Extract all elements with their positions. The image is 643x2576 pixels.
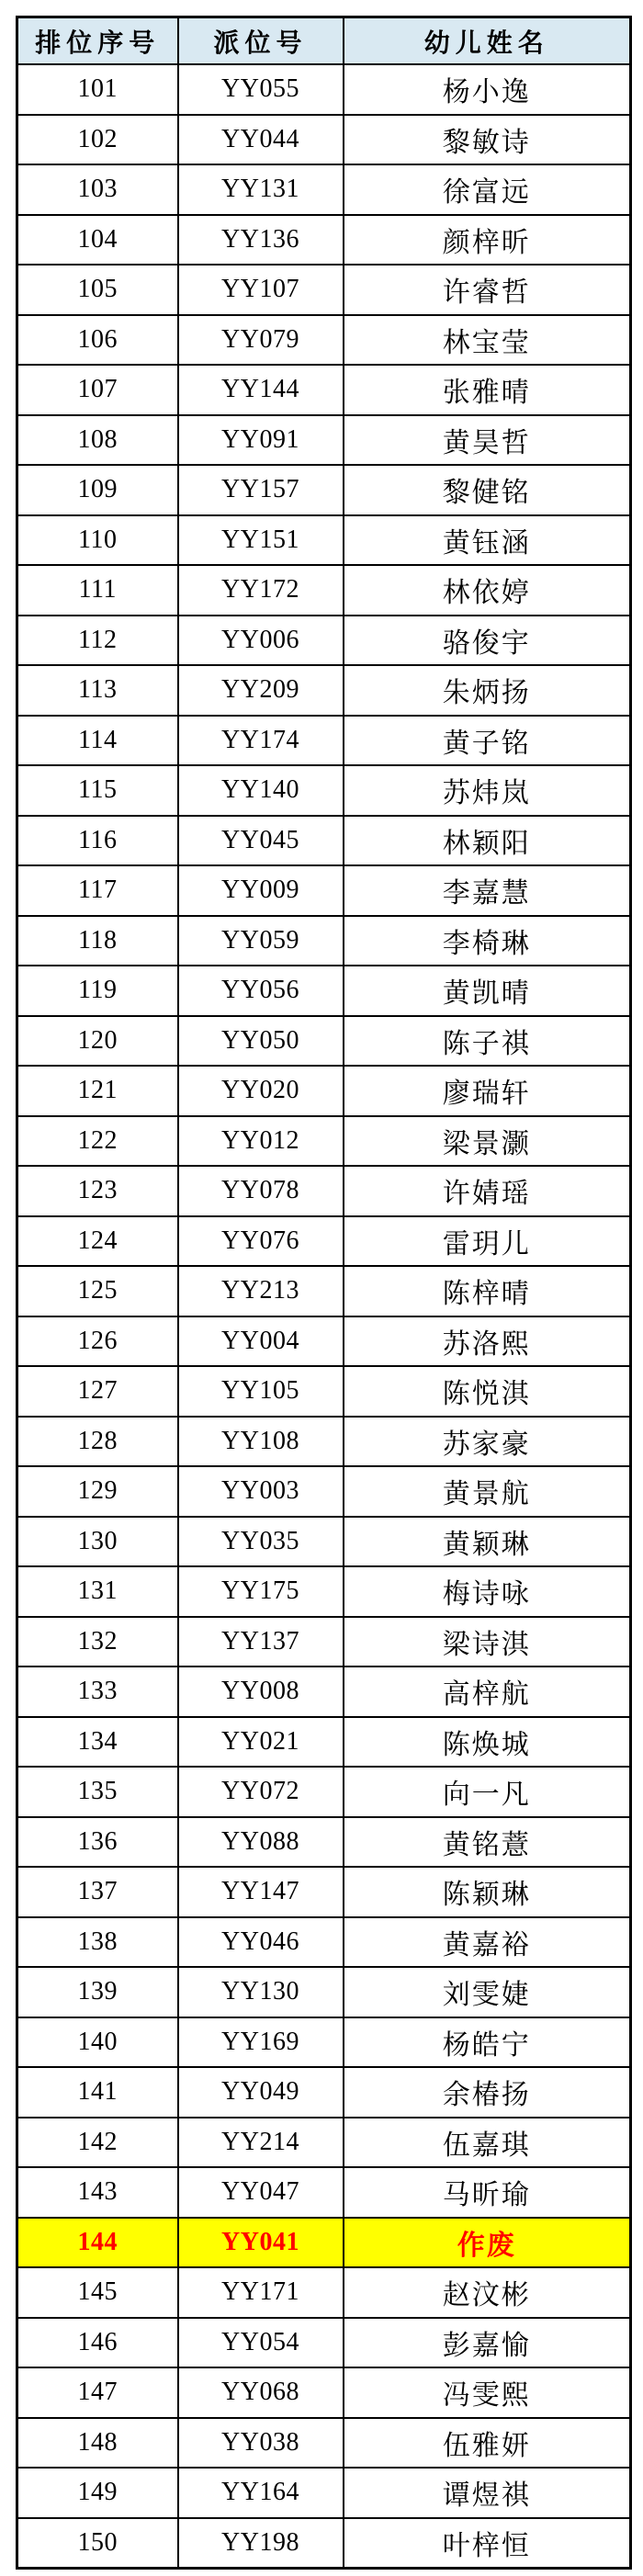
name-cell: 向一凡 <box>344 1767 631 1817</box>
rank-cell: 127 <box>17 1366 178 1417</box>
rank-cell: 143 <box>17 2167 178 2218</box>
code-cell: YY068 <box>178 2367 344 2418</box>
code-cell: YY108 <box>178 1417 344 1467</box>
rank-cell: 148 <box>17 2418 178 2469</box>
rank-cell: 140 <box>17 2017 178 2068</box>
header-row <box>17 17 631 65</box>
table-row <box>17 265 631 315</box>
table-row <box>17 2367 631 2418</box>
table-row <box>17 1817 631 1868</box>
code-cell: YY079 <box>178 315 344 366</box>
code-cell: YY214 <box>178 2118 344 2168</box>
rank-cell: 129 <box>17 1466 178 1517</box>
code-cell: YY209 <box>178 665 344 716</box>
table-row <box>17 215 631 266</box>
rank-cell: 136 <box>17 1817 178 1868</box>
table-row <box>17 1116 631 1167</box>
rank-cell: 113 <box>17 665 178 716</box>
table-row <box>17 1666 631 1717</box>
table-row <box>17 2518 631 2569</box>
code-cell: YY047 <box>178 2167 344 2218</box>
table-row <box>17 2218 631 2268</box>
table-row <box>17 765 631 816</box>
code-cell: YY003 <box>178 1466 344 1517</box>
name-cell: 赵汶彬 <box>344 2267 631 2318</box>
rank-cell: 146 <box>17 2318 178 2368</box>
rank-cell: 102 <box>17 115 178 165</box>
code-cell: YY045 <box>178 816 344 866</box>
header-rank: 排位序号 <box>17 17 178 65</box>
code-cell: YY136 <box>178 215 344 266</box>
rank-cell: 105 <box>17 265 178 315</box>
name-cell: 陈焕城 <box>344 1717 631 1768</box>
rank-cell: 110 <box>17 515 178 566</box>
rank-cell: 104 <box>17 215 178 266</box>
name-cell: 冯雯熙 <box>344 2367 631 2418</box>
name-cell: 陈子祺 <box>344 1016 631 1067</box>
rank-cell: 124 <box>17 1216 178 1267</box>
name-cell: 梁景灏 <box>344 1116 631 1167</box>
code-cell: YY105 <box>178 1366 344 1417</box>
name-cell: 廖瑞轩 <box>344 1066 631 1116</box>
table-body <box>17 64 631 2569</box>
rank-cell: 128 <box>17 1417 178 1467</box>
name-cell: 彭嘉愉 <box>344 2318 631 2368</box>
table-row <box>17 1617 631 1667</box>
name-cell: 作废 <box>344 2218 631 2268</box>
table-row <box>17 716 631 766</box>
rank-cell: 103 <box>17 164 178 215</box>
code-cell: YY076 <box>178 1216 344 1267</box>
name-cell: 黎健铭 <box>344 465 631 515</box>
rank-cell: 149 <box>17 2468 178 2518</box>
name-cell: 黄钰涵 <box>344 515 631 566</box>
rank-cell: 130 <box>17 1517 178 1567</box>
name-cell: 雷玥儿 <box>344 1216 631 1267</box>
code-cell: YY009 <box>178 865 344 916</box>
table-row <box>17 1767 631 1817</box>
name-cell: 黄景航 <box>344 1466 631 1517</box>
code-cell: YY072 <box>178 1767 344 1817</box>
rank-cell: 112 <box>17 616 178 666</box>
code-cell: YY175 <box>178 1566 344 1617</box>
code-cell: YY038 <box>178 2418 344 2469</box>
name-cell: 黄颖琳 <box>344 1517 631 1567</box>
table-row <box>17 315 631 366</box>
rank-cell: 134 <box>17 1717 178 1768</box>
rank-cell: 132 <box>17 1617 178 1667</box>
name-cell: 林宝莹 <box>344 315 631 366</box>
table-row <box>17 1967 631 2017</box>
rank-cell: 109 <box>17 465 178 515</box>
name-cell: 陈梓晴 <box>344 1266 631 1316</box>
code-cell: YY137 <box>178 1617 344 1667</box>
table-row <box>17 1316 631 1367</box>
name-cell: 黄子铭 <box>344 716 631 766</box>
rank-cell: 147 <box>17 2367 178 2418</box>
code-cell: YY046 <box>178 1917 344 1968</box>
code-cell: YY035 <box>178 1517 344 1567</box>
name-cell: 马昕瑜 <box>344 2167 631 2218</box>
table-row <box>17 865 631 916</box>
name-cell: 张雅晴 <box>344 365 631 415</box>
name-cell: 谭煜祺 <box>344 2468 631 2518</box>
name-cell: 许婧瑶 <box>344 1166 631 1216</box>
code-cell: YY198 <box>178 2518 344 2569</box>
name-cell: 黄凯晴 <box>344 966 631 1016</box>
rank-cell: 131 <box>17 1566 178 1617</box>
table-row <box>17 1166 631 1216</box>
code-cell: YY056 <box>178 966 344 1016</box>
code-cell: YY059 <box>178 916 344 966</box>
rank-cell: 107 <box>17 365 178 415</box>
rank-cell: 144 <box>17 2218 178 2268</box>
table-row <box>17 916 631 966</box>
placement-table <box>16 16 632 2570</box>
table-row <box>17 1366 631 1417</box>
code-cell: YY021 <box>178 1717 344 1768</box>
name-cell: 叶梓恒 <box>344 2518 631 2569</box>
code-cell: YY088 <box>178 1817 344 1868</box>
code-cell: YY147 <box>178 1867 344 1917</box>
name-cell: 黄嘉裕 <box>344 1917 631 1968</box>
rank-cell: 106 <box>17 315 178 366</box>
code-cell: YY130 <box>178 1967 344 2017</box>
name-cell: 黎敏诗 <box>344 115 631 165</box>
table-row <box>17 465 631 515</box>
name-cell: 杨皓宁 <box>344 2017 631 2068</box>
code-cell: YY169 <box>178 2017 344 2068</box>
table-row <box>17 966 631 1016</box>
code-cell: YY171 <box>178 2267 344 2318</box>
rank-cell: 133 <box>17 1666 178 1717</box>
rank-cell: 126 <box>17 1316 178 1367</box>
name-cell: 梁诗淇 <box>344 1617 631 1667</box>
rank-cell: 125 <box>17 1266 178 1316</box>
table-row <box>17 64 631 115</box>
table-row <box>17 515 631 566</box>
name-cell: 梅诗咏 <box>344 1566 631 1617</box>
code-cell: YY164 <box>178 2468 344 2518</box>
code-cell: YY140 <box>178 765 344 816</box>
code-cell: YY157 <box>178 465 344 515</box>
code-cell: YY012 <box>178 1116 344 1167</box>
code-cell: YY144 <box>178 365 344 415</box>
code-cell: YY054 <box>178 2318 344 2368</box>
rank-cell: 138 <box>17 1917 178 1968</box>
code-cell: YY044 <box>178 115 344 165</box>
code-cell: YY172 <box>178 565 344 616</box>
name-cell: 朱炳扬 <box>344 665 631 716</box>
header-name: 幼儿姓名 <box>344 17 631 65</box>
name-cell: 伍嘉琪 <box>344 2118 631 2168</box>
rank-cell: 114 <box>17 716 178 766</box>
name-cell: 许睿哲 <box>344 265 631 315</box>
rank-cell: 123 <box>17 1166 178 1216</box>
table-row <box>17 2118 631 2168</box>
code-cell: YY006 <box>178 616 344 666</box>
name-cell: 林依婷 <box>344 565 631 616</box>
name-cell: 刘雯婕 <box>344 1967 631 2017</box>
header-code: 派位号 <box>178 17 344 65</box>
rank-cell: 142 <box>17 2118 178 2168</box>
code-cell: YY055 <box>178 64 344 115</box>
code-cell: YY004 <box>178 1316 344 1367</box>
name-cell: 陈悦淇 <box>344 1366 631 1417</box>
code-cell: YY091 <box>178 415 344 466</box>
rank-cell: 111 <box>17 565 178 616</box>
table-row <box>17 1066 631 1116</box>
rank-cell: 120 <box>17 1016 178 1067</box>
rank-cell: 121 <box>17 1066 178 1116</box>
table-row <box>17 1867 631 1917</box>
name-cell: 苏家豪 <box>344 1417 631 1467</box>
rank-cell: 150 <box>17 2518 178 2569</box>
code-cell: YY008 <box>178 1666 344 1717</box>
placement-table-container <box>16 16 632 2570</box>
table-row <box>17 1016 631 1067</box>
name-cell: 杨小逸 <box>344 64 631 115</box>
code-cell: YY041 <box>178 2218 344 2268</box>
name-cell: 黄昊哲 <box>344 415 631 466</box>
table-row <box>17 415 631 466</box>
code-cell: YY050 <box>178 1016 344 1067</box>
table-row <box>17 1717 631 1768</box>
name-cell: 苏洛熙 <box>344 1316 631 1367</box>
name-cell: 徐富远 <box>344 164 631 215</box>
rank-cell: 118 <box>17 916 178 966</box>
table-row <box>17 1216 631 1267</box>
code-cell: YY049 <box>178 2067 344 2118</box>
table-row <box>17 665 631 716</box>
table-row <box>17 1466 631 1517</box>
name-cell: 苏炜岚 <box>344 765 631 816</box>
rank-cell: 115 <box>17 765 178 816</box>
rank-cell: 117 <box>17 865 178 916</box>
code-cell: YY078 <box>178 1166 344 1216</box>
table-header <box>17 17 631 65</box>
name-cell: 余椿扬 <box>344 2067 631 2118</box>
code-cell: YY131 <box>178 164 344 215</box>
table-row <box>17 2418 631 2469</box>
table-row <box>17 2318 631 2368</box>
table-row <box>17 616 631 666</box>
table-row <box>17 2267 631 2318</box>
name-cell: 黄铭薏 <box>344 1817 631 1868</box>
rank-cell: 101 <box>17 64 178 115</box>
table-row <box>17 2468 631 2518</box>
name-cell: 高梓航 <box>344 1666 631 1717</box>
table-row <box>17 365 631 415</box>
table-row <box>17 2017 631 2068</box>
rank-cell: 122 <box>17 1116 178 1167</box>
name-cell: 陈颖琳 <box>344 1867 631 1917</box>
code-cell: YY151 <box>178 515 344 566</box>
table-row <box>17 115 631 165</box>
code-cell: YY020 <box>178 1066 344 1116</box>
table-row <box>17 1917 631 1968</box>
rank-cell: 145 <box>17 2267 178 2318</box>
code-cell: YY174 <box>178 716 344 766</box>
table-row <box>17 2167 631 2218</box>
rank-cell: 139 <box>17 1967 178 2017</box>
name-cell: 林颖阳 <box>344 816 631 866</box>
rank-cell: 116 <box>17 816 178 866</box>
rank-cell: 119 <box>17 966 178 1016</box>
table-row <box>17 1417 631 1467</box>
name-cell: 颜梓昕 <box>344 215 631 266</box>
table-row <box>17 1517 631 1567</box>
rank-cell: 108 <box>17 415 178 466</box>
table-row <box>17 1566 631 1617</box>
rank-cell: 137 <box>17 1867 178 1917</box>
name-cell: 李嘉慧 <box>344 865 631 916</box>
table-row <box>17 565 631 616</box>
code-cell: YY213 <box>178 1266 344 1316</box>
table-row <box>17 2067 631 2118</box>
table-row <box>17 164 631 215</box>
name-cell: 骆俊宇 <box>344 616 631 666</box>
name-cell: 伍雅妍 <box>344 2418 631 2469</box>
code-cell: YY107 <box>178 265 344 315</box>
name-cell: 李椅琳 <box>344 916 631 966</box>
rank-cell: 141 <box>17 2067 178 2118</box>
rank-cell: 135 <box>17 1767 178 1817</box>
table-row <box>17 1266 631 1316</box>
table-row <box>17 816 631 866</box>
